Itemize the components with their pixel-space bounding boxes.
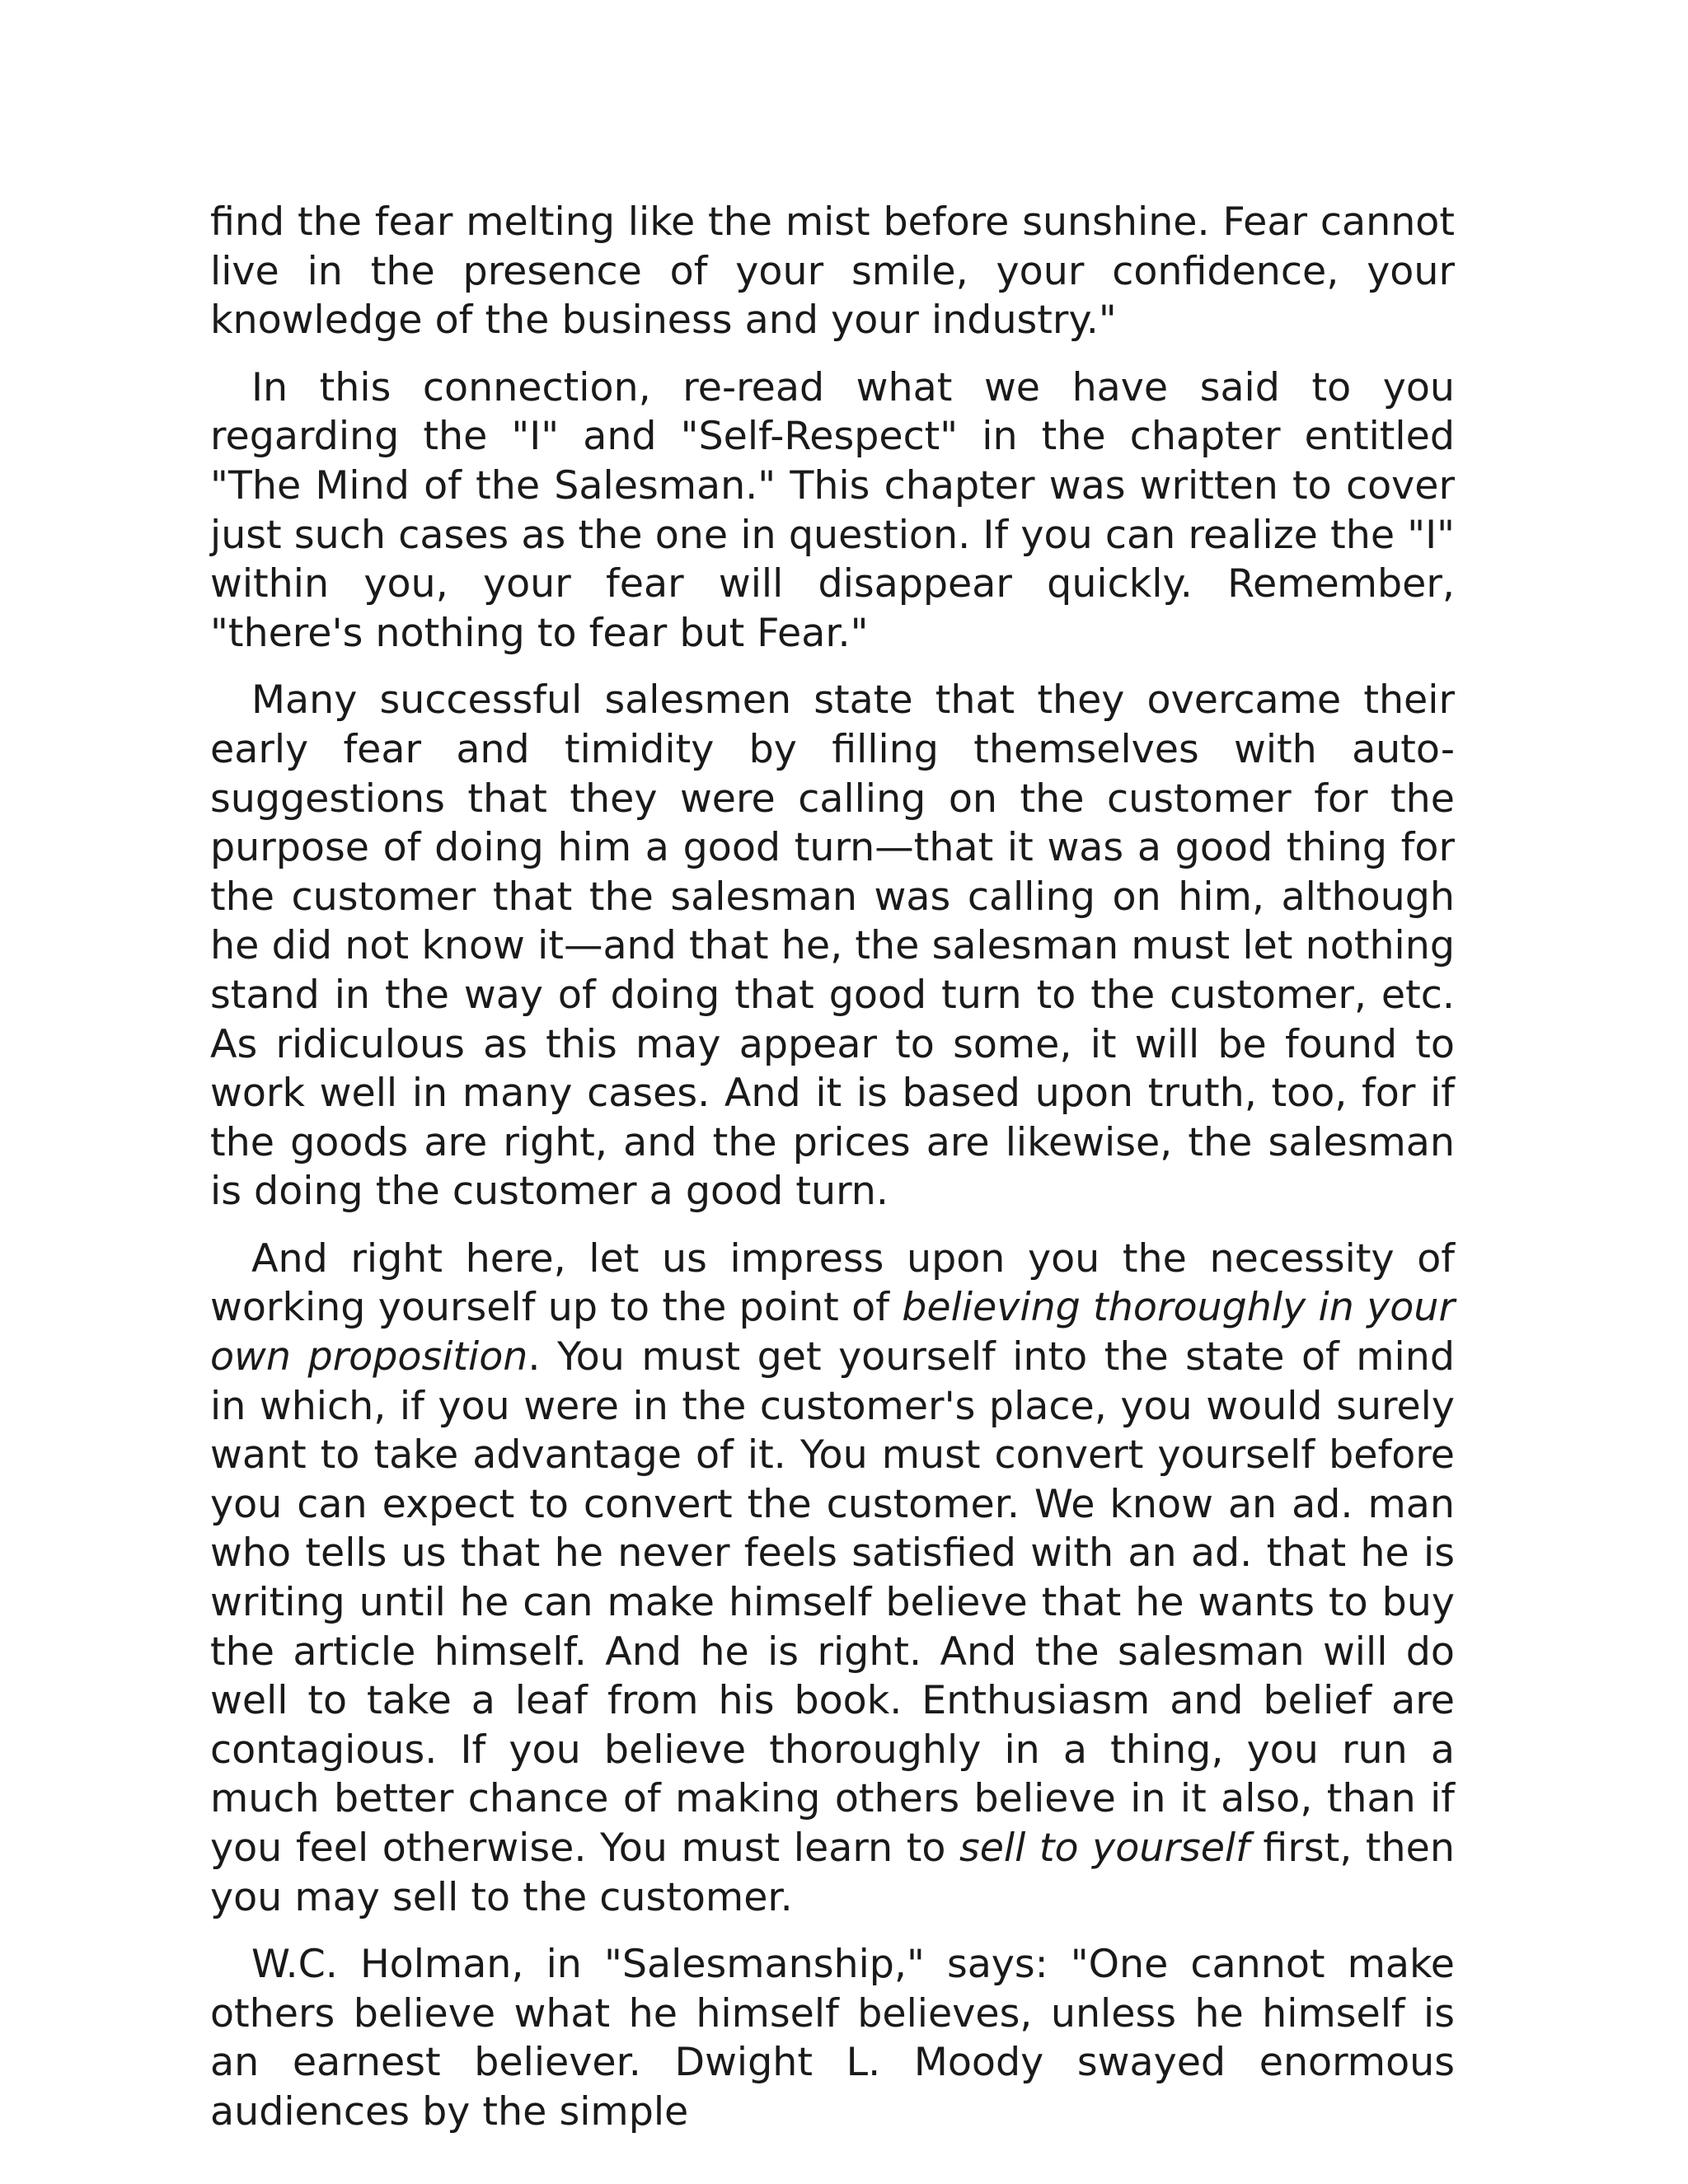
paragraph-text: Many successful salesmen state that they overcame their early fear and timidity by filling themselves with auto-suggestions that they were calling on the customer for the purpose of doing him a good turn—that it was a good thing for the customer that the salesman was calling on him, although he did not know it—and that he, the salesman must let nothing stand in the way of doing that good turn to the customer, etc. As ridiculous as this may appear to some, it will be found to work well in many cases. And it is based upon truth, too, for if the goods are right, and the prices are likewise, the salesman is doing the customer a good turn. (210, 677, 1455, 1215)
paragraph-3 (210, 676, 1455, 1216)
paragraph-text: find the fear melting like the mist before sunshine. Fear cannot live in the presence of your smile, your confidence, your knowledge of the business and your industry." (210, 199, 1455, 344)
paragraph-text: W.C. Holman, in "Salesmanship," says: "One cannot make others believe what he himself believes, unless he himself is an earnest believer. Dwight L. Moody swayed enormous audiences by the simple (210, 1942, 1455, 2135)
paragraph-5 (210, 1940, 1455, 2136)
paragraph-2 (210, 363, 1455, 658)
document-page (210, 198, 1455, 2155)
paragraph-text: . You must get yourself into the state of mind in which, if you were in the customer's place, you would surely want to take advantage of it. You must convert yourself before you can expect to convert the customer. We know an ad. man who tells us that he never feels satisfied with an ad. that he is writing until he can make himself believe that he wants to buy the article himself. And he is right. And the salesman will do well to take a leaf from his book. Enthusiasm and belief are contagious. If you believe thoroughly in a thing, you run a much better chance of making others believe in it also, than if you feel otherwise. You must learn to (210, 1334, 1455, 1871)
paragraph-text: first, then you may sell to the customer. (210, 1825, 1455, 1920)
paragraph-1 (210, 198, 1455, 345)
italic-phrase: sell to yourself (959, 1825, 1250, 1871)
paragraph-text: And right here, let us impress upon you the necessity of working yourself up to the point of (210, 1235, 1455, 1331)
paragraph-text: In this connection, re-read what we have said to you regarding the "I" and "Self-Respect" in the chapter entitled "The Mind of the Salesman." This chapter was written to cover just such cases as the one in question. If you can realize the "I" within you, your fear will disappear quickly. Remember, "there's nothing to fear but Fear." (210, 364, 1455, 656)
paragraph-4 (210, 1235, 1455, 1922)
italic-phrase: believing thoroughly in your own proposition (210, 1285, 1456, 1380)
